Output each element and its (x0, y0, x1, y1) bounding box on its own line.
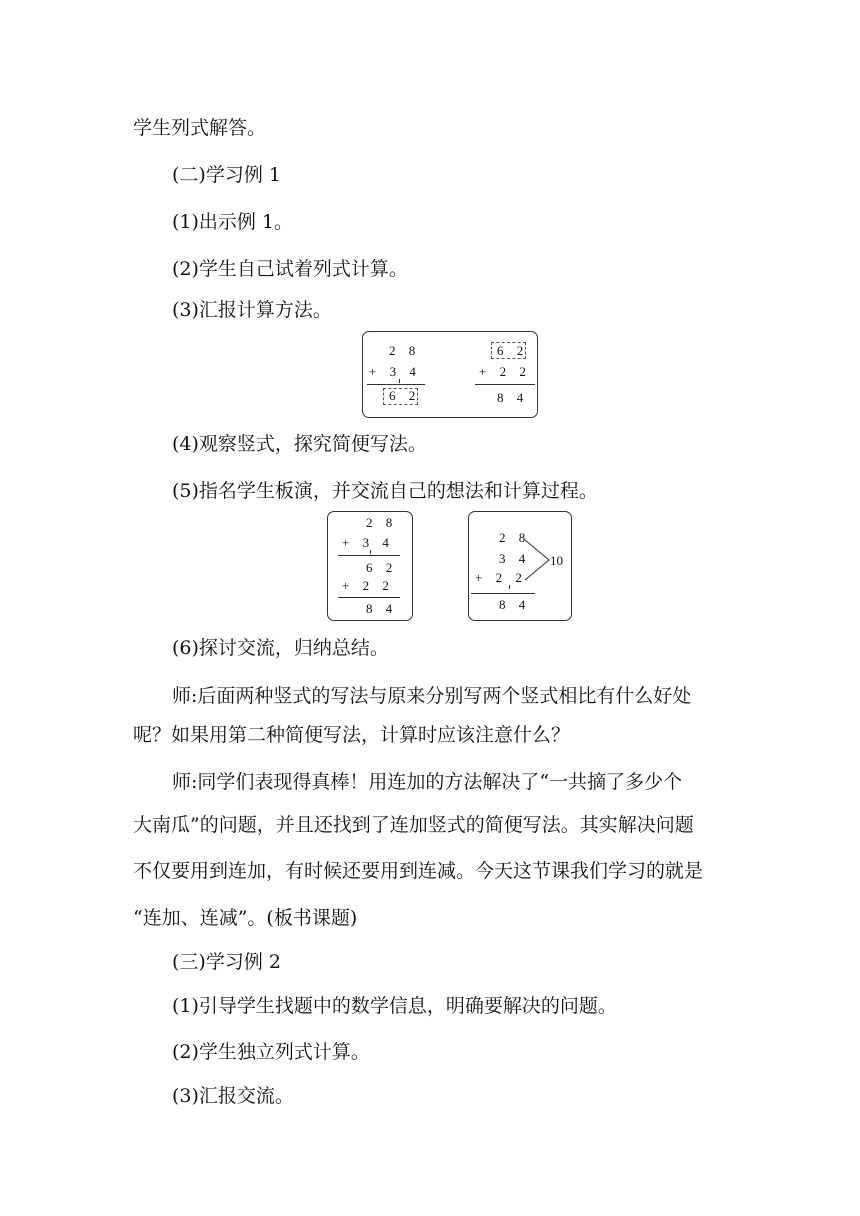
section-heading: (三)学习例 2 (172, 951, 281, 973)
sum: 8 4 (497, 390, 529, 405)
chain-addition-figure-a (327, 511, 413, 621)
addend-1: 2 8 (389, 343, 421, 358)
sum-line (338, 597, 400, 598)
carry-mark (399, 379, 400, 383)
addend-1: 6 2 (497, 343, 529, 358)
list-item: (6)探讨交流，归纳总结。 (172, 637, 389, 659)
text-line: “连加、连减”。(板书课题) (133, 907, 358, 929)
text-line: 师:后面两种竖式的写法与原来分别写两个竖式相比有什么好处 (172, 685, 692, 707)
carry-mark (509, 585, 510, 589)
list-item: (3)汇报交流。 (172, 1085, 294, 1107)
list-item: (3)汇报计算方法。 (172, 299, 332, 321)
addend-1: 2 8 (499, 530, 531, 545)
list-item: (4)观察竖式，探究简便写法。 (172, 433, 427, 455)
addend-2: 3 4 (499, 551, 531, 566)
text-line: 不仅要用到连加，有时候还要用到连减。今天这节课我们学习的就是 (133, 860, 704, 882)
carry-mark (370, 550, 371, 554)
section-heading: (二)学习例 1 (172, 164, 281, 186)
addend-2: + 3 4 (369, 364, 421, 379)
list-item: (1)出示例 1。 (172, 211, 294, 233)
text-line: 呢？如果用第二种简便写法，计算时应该注意什么？ (133, 724, 571, 746)
list-item: (1)引导学生找题中的数学信息，明确要解决的问题。 (172, 995, 617, 1017)
vertical-addition-figure-1 (362, 331, 538, 418)
text-line: 学生列式解答。 (133, 117, 267, 139)
sum-line (338, 555, 400, 556)
list-item: (2)学生自己试着列式计算。 (172, 258, 408, 280)
list-item: (5)指名学生板演，并交流自己的想法和计算过程。 (172, 480, 598, 502)
sum: 8 4 (499, 597, 531, 612)
sum: 6 2 (389, 388, 421, 403)
addend-1: 2 8 (366, 515, 398, 530)
addend-3: + 2 2 (475, 570, 527, 585)
sum-line (471, 593, 535, 594)
partial-sum-label: 10 (550, 553, 563, 568)
chain-addition-figure-b (468, 511, 572, 621)
partial-sum: 6 2 (366, 560, 398, 575)
text-line: 大南瓜”的问题，并且还找到了连加竖式的简便写法。其实解决问题 (133, 814, 694, 836)
list-item: (2)学生独立列式计算。 (172, 1041, 370, 1063)
addend-3: + 2 2 (342, 578, 394, 593)
sum: 8 4 (366, 601, 398, 616)
sum-line (367, 384, 425, 385)
sum-line (475, 384, 535, 385)
text-line: 师:同学们表现得真棒！用连加的方法解决了“一共摘了多少个 (172, 771, 683, 793)
addend-2: + 3 4 (342, 535, 394, 550)
addend-2: + 2 2 (479, 364, 531, 379)
